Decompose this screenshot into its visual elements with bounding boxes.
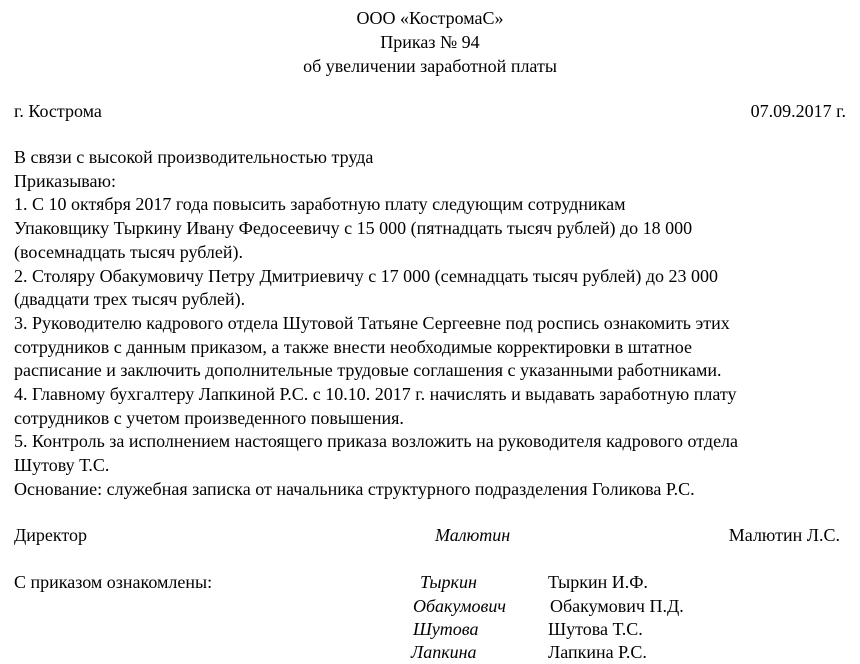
body-line: (двадцати трех тысяч рублей). bbox=[14, 289, 246, 310]
place: г. Кострома bbox=[14, 101, 102, 121]
acquainted-label: С приказом ознакомлены: bbox=[14, 572, 213, 592]
company-name: ООО «КостромаС» bbox=[356, 8, 504, 28]
signature-tyrkin: Тыркин bbox=[420, 572, 477, 592]
body-line: Приказываю: bbox=[14, 170, 116, 191]
body-line: Основание: служебная записка от начальника структурного подразделения Голикова Р.С. bbox=[14, 478, 695, 499]
order-body bbox=[14, 146, 849, 502]
order-subject: об увеличении заработной платы bbox=[303, 56, 557, 76]
name-lapkina: Лапкина Р.С. bbox=[548, 642, 647, 662]
body-line: (восемнадцать тысяч рублей). bbox=[14, 241, 244, 262]
director-title: Директор bbox=[14, 525, 88, 545]
name-obakumovich: Обакумович П.Д. bbox=[550, 596, 684, 616]
date: 07.09.2017 г. bbox=[750, 101, 846, 121]
body-line: расписание и заключить дополнительные трудовые соглашения с указанными работниками. bbox=[14, 360, 722, 381]
body-line: сотрудников с данным приказом, а также внести необходимые корректировки в штатное bbox=[14, 336, 692, 357]
body-line: 1. С 10 октября 2017 года повысить заработную плату следующим сотрудникам bbox=[14, 194, 626, 215]
body-line: 2. Столяру Обакумовичу Петру Дмитриевичу с 17 000 (семнадцать тысяч рублей) до 23 000 bbox=[14, 265, 719, 286]
signature-shutova: Шутова bbox=[413, 619, 479, 639]
director-name: Малютин Л.С. bbox=[728, 525, 840, 545]
body-line: В связи с высокой производительностью труда bbox=[14, 147, 374, 167]
body-line: 5. Контроль за исполнением настоящего приказа возложить на руководителя кадрового отдела bbox=[14, 431, 739, 452]
body-line: 3. Руководителю кадрового отдела Шутовой Татьяне Сергеевне под роспись ознакомить этих bbox=[14, 312, 730, 333]
order-number: Приказ № 94 bbox=[380, 32, 480, 52]
signature-lapkina: Лапкина bbox=[411, 642, 477, 662]
director-signature: Малютин bbox=[435, 525, 511, 545]
name-tyrkin: Тыркин И.Ф. bbox=[548, 572, 648, 592]
body-line: Шутову Т.С. bbox=[14, 455, 110, 476]
body-line: Упаковщику Тыркину Ивану Федосеевичу с 15 000 (пятнадцать тысяч рублей) до 18 000 bbox=[14, 218, 693, 239]
body-line: сотрудников с учетом произведенного повышения. bbox=[14, 407, 404, 428]
signature-obakumovich: Обакумович bbox=[413, 596, 506, 616]
body-line: 4. Главному бухгалтеру Лапкиной Р.С. с 10.10. 2017 г. начислять и выдавать заработную плату bbox=[14, 384, 737, 405]
name-shutova: Шутова Т.С. bbox=[548, 619, 643, 639]
